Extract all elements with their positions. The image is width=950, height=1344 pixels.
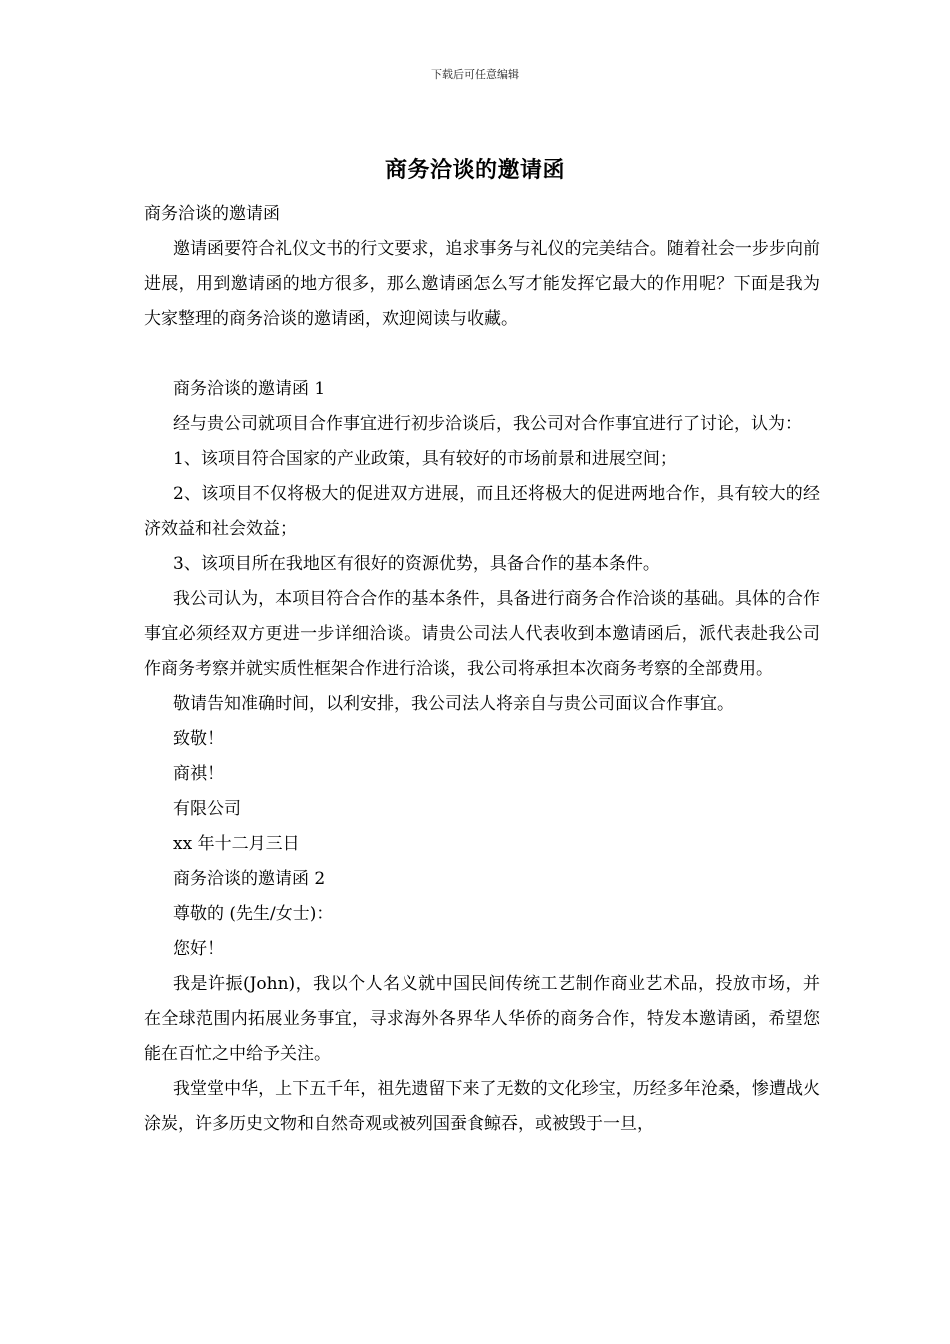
salutation: 尊敬的 (先生/女士)： [173, 904, 334, 924]
paragraph: 邀请函要符合礼仪文书的行文要求，追求事务与礼仪的完美结合。随着社会一步步向前进展，用到邀请函的地方很多，那么邀请函怎么写才能发挥它最大的作用呢？下面是我为大家整理的商务洽谈的邀请函，欢迎阅读与收藏。 [144, 239, 820, 329]
paragraph: 敬请告知准确时间，以利安排，我公司法人将亲自与贵公司面议合作事宜。 [173, 694, 734, 714]
paragraph: 经与贵公司就项目合作事宜进行初步洽谈后，我公司对合作事宜进行了讨论，认为： [173, 414, 802, 434]
closing-line: 商祺！ [173, 764, 224, 784]
section-heading: 商务洽谈的邀请函 2 [173, 869, 326, 889]
section-heading: 商务洽谈的邀请函 1 [173, 379, 326, 399]
signature-date: xx 年十二月三日 [173, 834, 300, 854]
blank-line [144, 337, 820, 372]
document-body [144, 197, 820, 1142]
list-item: 1、该项目符合国家的产业政策，具有较好的市场前景和进展空间； [173, 449, 677, 469]
greeting: 您好！ [173, 939, 224, 959]
header-note: 下载后可任意编辑 [431, 68, 519, 81]
list-item: 2、该项目不仅将极大的促进双方进展，而且还将极大的促进两地合作，具有较大的经济效益和社会效益； [144, 484, 820, 539]
document-title: 商务洽谈的邀请函 [384, 157, 565, 183]
paragraph: 我公司认为，本项目符合合作的基本条件，具备进行商务合作洽谈的基础。具体的合作事宜必须经双方更进一步详细洽谈。请贵公司法人代表收到本邀请函后，派代表赴我公司作商务考察并就实质性框架合作进行洽谈，我公司将承担本次商务考察的全部费用。 [144, 589, 820, 679]
paragraph: 我是许振(John)，我以个人名义就中国民间传统工艺制作商业艺术品，投放市场，并在全球范围内拓展业务事宜，寻求海外各界华人华侨的商务合作，特发本邀请函，希望您能在百忙之中给予关注。 [144, 974, 820, 1064]
paragraph: 我堂堂中华，上下五千年，祖先遗留下来了无数的文化珍宝，历经多年沧桑，惨遭战火涂炭，许多历史文物和自然奇观或被列国蚕食鲸吞，或被毁于一旦， [144, 1079, 820, 1134]
paragraph: 商务洽谈的邀请函 [144, 204, 280, 224]
signature-company: 有限公司 [173, 799, 241, 819]
list-item: 3、该项目所在我地区有很好的资源优势，具备合作的基本条件。 [173, 554, 660, 574]
closing-line: 致敬！ [173, 729, 224, 749]
